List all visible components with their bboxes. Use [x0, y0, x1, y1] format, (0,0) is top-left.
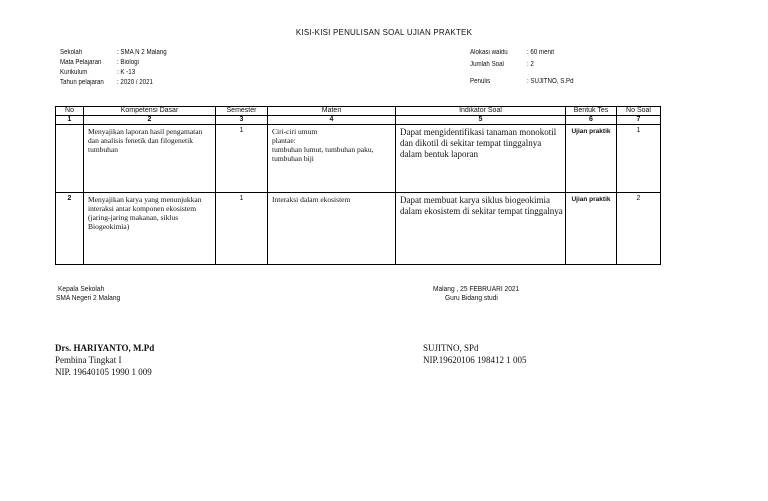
table-row — [56, 125, 661, 193]
header-no-soal: No Soal — [617, 107, 661, 116]
header-indikator: Indikator Soal — [396, 107, 566, 116]
kisi-kisi-table — [55, 106, 661, 265]
teacher-nip: NIP.19620106 198412 1 005 — [423, 355, 527, 365]
header-no: No — [56, 107, 84, 116]
info-label-tahun: Tahun pelajaran — [60, 79, 104, 86]
teacher-title: Guru Bidang studi — [445, 293, 498, 302]
info-value-alokasi: : 60 menit — [527, 49, 555, 56]
headmaster-nip: NIP. 19640105 1990 1 009 — [55, 367, 152, 377]
table-row — [56, 193, 661, 265]
col-number: 1 — [56, 116, 84, 125]
col-number: 2 — [84, 116, 216, 125]
header-materi: Materi — [268, 107, 396, 116]
info-value-kurikulum: : K -13 — [117, 69, 136, 76]
header-kompetensi: Kompetensi Dasar — [84, 107, 216, 116]
headmaster-name: Drs. HARIYANTO, M.Pd — [55, 343, 155, 353]
headmaster-rank: Pembina Tingkat I — [55, 355, 122, 365]
row-no-soal: 2 — [617, 193, 661, 265]
info-value-sekolah: : SMA N 2 Malang — [117, 49, 167, 56]
document-title: KISI-KISI PENULISAN SOAL UJIAN PRAKTEK — [295, 28, 473, 37]
row-semester: 1 — [216, 125, 268, 193]
row-semester: 1 — [216, 193, 268, 265]
col-number: 5 — [396, 116, 566, 125]
col-number: 4 — [268, 116, 396, 125]
header-semester: Semester — [216, 107, 268, 116]
info-label-alokasi: Alokasi waktu — [470, 49, 508, 56]
info-value-tahun: : 2020 / 2021 — [117, 79, 153, 86]
header-bentuk: Bentuk Tes — [566, 107, 617, 116]
col-number: 7 — [617, 116, 661, 125]
place-date: Malang , 25 FEBRUARI 2021 — [433, 284, 520, 293]
table-header-row — [56, 107, 661, 116]
info-label-jumlah: Jumlah Soal — [470, 61, 504, 68]
info-label-sekolah: Sekolah — [60, 49, 83, 56]
col-number: 3 — [216, 116, 268, 125]
info-value-penulis: : SUJITNO, S.Pd — [527, 78, 574, 85]
info-value-mapel: : Biologi — [117, 59, 139, 66]
row-materi: Interaksi dalam ekosistem — [268, 193, 396, 265]
row-no-soal: 1 — [617, 125, 661, 193]
row-no — [56, 125, 84, 193]
row-kompetensi: Menyajikan karya yang menunjukkan interaksi antar komponen ekosistem (jaring-jaring makanan, siklus Biogeokimia) — [84, 193, 216, 265]
info-label-mapel: Mata Pelajaran — [60, 59, 102, 66]
row-kompetensi: Menyajikan laporan hasil pengamatan dan analisis fenetik dan filogenetik tumbuhan — [84, 125, 216, 193]
row-materi: Ciri-ciri umum plantae: tumbuhan lumut, tumbuhan paku, tumbuhan biji — [268, 125, 396, 193]
row-bentuk: Ujian praktik — [566, 193, 617, 265]
headmaster-title: Kepala Sekolah — [58, 284, 105, 293]
info-value-jumlah: : 2 — [527, 61, 534, 68]
table-number-row — [56, 116, 661, 125]
row-bentuk: Ujian praktik — [566, 125, 617, 193]
col-number: 6 — [566, 116, 617, 125]
info-label-kurikulum: Kurikulum — [60, 69, 88, 76]
row-indikator: Dapat membuat karya siklus biogeokimia dalam ekosistem di sekitar tempat tinggalnya — [396, 193, 566, 265]
row-indikator: Dapat mengidentifikasi tanaman monokotil dan dikotil di sekitar tempat tinggalnya dalam bentuk laporan — [396, 125, 566, 193]
teacher-name: SUJITNO, SPd — [423, 343, 479, 353]
row-no: 2 — [56, 193, 84, 265]
info-label-penulis: Penulis — [470, 78, 491, 85]
headmaster-school: SMA Negeri 2 Malang — [56, 293, 121, 302]
